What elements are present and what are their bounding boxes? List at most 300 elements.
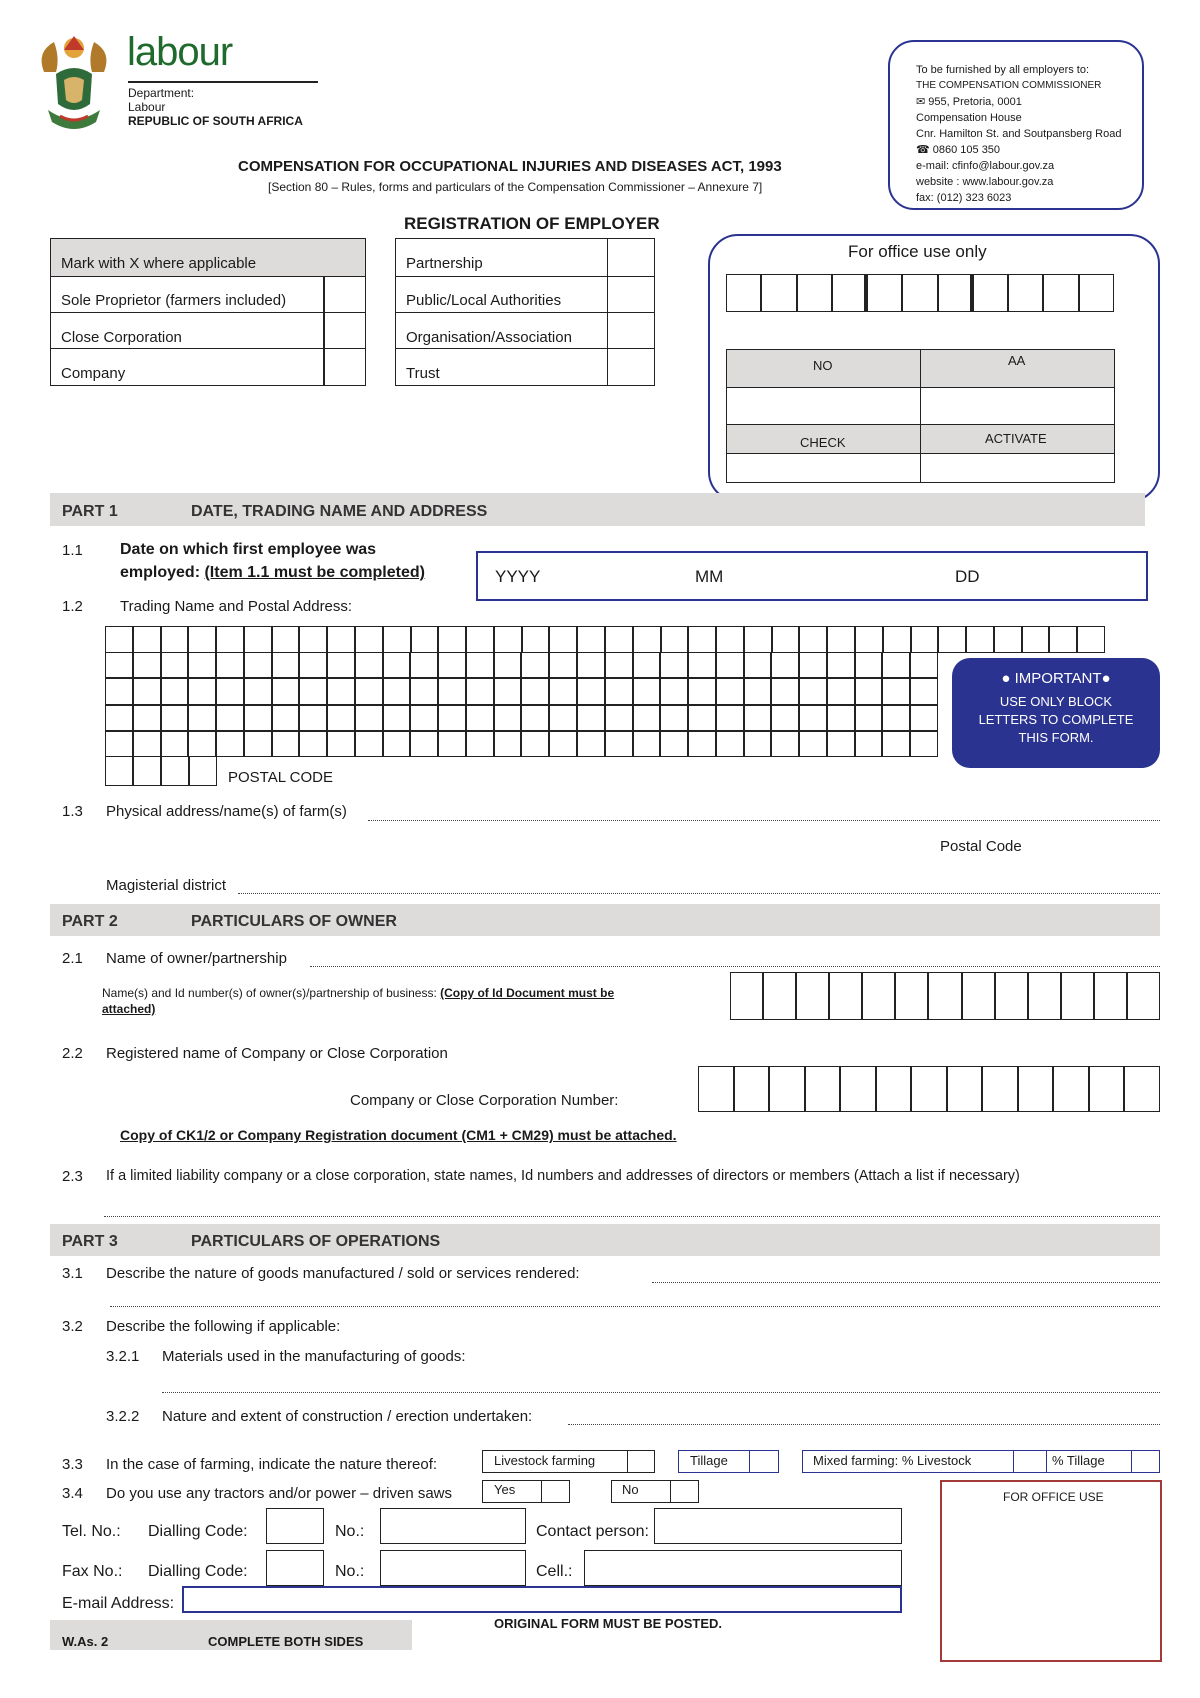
entity-label-organisation-association: Organisation/Association [406,329,572,346]
letter-cell[interactable] [133,678,161,704]
letter-cell[interactable] [716,678,744,704]
office-aa-label: AA [1008,353,1026,368]
entity-checkbox-trust[interactable] [607,348,655,386]
item-1-1-number: 1.1 [62,542,83,559]
letter-cell[interactable] [244,626,272,653]
letter-cell[interactable] [272,705,300,731]
date-yyyy-label: YYYY [495,567,541,586]
letter-cell[interactable] [549,705,577,731]
ref-cell[interactable] [832,274,867,312]
trading-name-grid-rows [105,652,938,757]
saws-no-label: No [622,1482,639,1497]
letter-cell[interactable] [744,678,772,704]
item-2-1-label: Name of owner/partnership [106,950,287,967]
office-no-field[interactable] [726,387,921,425]
letter-cell[interactable] [938,626,966,653]
letter-cell[interactable] [966,626,994,653]
letter-cell[interactable] [827,652,855,678]
letter-cell[interactable] [244,652,272,678]
entity-header-label: Mark with X where applicable [61,255,257,272]
letter-cell[interactable] [799,678,827,704]
letter-cell[interactable] [633,626,661,653]
letter-cell[interactable] [438,652,466,678]
postal-code-cell[interactable] [133,756,161,786]
letter-cell[interactable] [299,652,327,678]
complete-both-sides: COMPLETE BOTH SIDES [208,1634,364,1649]
letter-cell[interactable] [161,626,189,653]
letter-cell[interactable] [744,652,772,678]
letter-cell[interactable] [882,705,910,731]
letter-cell[interactable] [549,731,577,757]
tel-dialling-code-field[interactable] [266,1508,324,1544]
letter-cell[interactable] [605,705,633,731]
fax-dialling-code-label: Dialling Code: [148,1563,248,1580]
contact-person-label: Contact person: [536,1523,649,1540]
nature-of-goods-line-2[interactable] [110,1306,1160,1307]
mixed-tillage-pct-field[interactable] [1131,1450,1160,1473]
ref-cell[interactable] [1008,274,1043,312]
item-2-3-label: If a limited liability company or a close corporation, state names, Id numbers and addresses of directors or members (Attach a list if necessary) [106,1168,1020,1184]
letter-cell[interactable] [549,652,577,678]
letter-cell[interactable] [355,705,383,731]
cc-digit-cell[interactable] [1124,1066,1160,1112]
item-3-2-2-number: 3.2.2 [106,1408,140,1425]
letter-cell[interactable] [688,678,716,704]
furnish-line-2: ✉ 955, Pretoria, 0001 [916,96,1022,108]
mixed-livestock-pct-field[interactable] [1013,1450,1047,1473]
tel-no-label: No.: [335,1523,365,1540]
letter-cell[interactable] [244,731,272,757]
dept-line-3: REPUBLIC OF SOUTH AFRICA [128,114,303,128]
furnish-line-6: e-mail: cfinfo@labour.gov.za [916,160,1055,172]
letter-cell[interactable] [161,652,189,678]
furnish-line-4: Cnr. Hamilton St. and Soutpansberg Road [916,128,1122,140]
cc-digit-cell[interactable] [840,1066,876,1112]
id-digit-cell[interactable] [730,972,763,1020]
entity-checkbox-public-local-authorities[interactable] [607,276,655,313]
letter-cell[interactable] [605,678,633,704]
letter-cell[interactable] [855,652,883,678]
act-title: COMPENSATION FOR OCCUPATIONAL INJURIES AND DISEASES ACT, 1993 [238,158,782,175]
letter-cell[interactable] [633,652,661,678]
letter-cell[interactable] [188,652,216,678]
letter-cell[interactable] [299,705,327,731]
entity-label-trust: Trust [406,365,440,382]
postal-code-cell[interactable] [189,756,217,786]
letter-cell[interactable] [577,652,605,678]
letter-cell[interactable] [410,652,438,678]
letter-cell[interactable] [660,678,688,704]
letter-cell[interactable] [466,652,494,678]
cc-digit-cell[interactable] [911,1066,947,1112]
cc-digit-cell[interactable] [982,1066,1018,1112]
letter-cell[interactable] [910,705,938,731]
part2-number: PART 2 [62,913,118,930]
letter-cell[interactable] [688,652,716,678]
letter-cell[interactable] [855,626,883,653]
letter-cell[interactable] [327,705,355,731]
fax-dialling-code-field[interactable] [266,1550,324,1586]
letter-cell[interactable] [494,678,522,704]
letter-cell[interactable] [216,678,244,704]
date-mm-label: MM [695,567,724,586]
cc-digit-cell[interactable] [1089,1066,1125,1112]
date-dd-label: DD [955,567,980,586]
letter-cell[interactable] [771,652,799,678]
postal-code-cell[interactable] [161,756,189,786]
construction-line[interactable] [568,1424,1160,1425]
form-title: REGISTRATION OF EMPLOYER [404,214,660,233]
letter-cell[interactable] [910,652,938,678]
letter-cell[interactable] [882,731,910,757]
saws-no-checkbox[interactable] [670,1480,699,1503]
ref-cell[interactable] [726,274,761,312]
letter-cell[interactable] [549,626,577,653]
owner-name-line[interactable] [310,966,1160,967]
postal-code-cell[interactable] [105,756,133,786]
letter-cell[interactable] [133,731,161,757]
form-code: W.As. 2 [62,1634,109,1649]
letter-cell[interactable] [799,652,827,678]
letter-cell[interactable] [744,731,772,757]
letter-cell[interactable] [633,705,661,731]
mixed-farming-label: Mixed farming: % Livestock [813,1453,972,1468]
original-form-posted: ORIGINAL FORM MUST BE POSTED. [494,1616,722,1631]
item-1-1-must-complete: (Item 1.1 must be completed) [204,564,425,581]
letter-cell[interactable] [1022,626,1050,653]
letter-cell[interactable] [744,626,772,653]
letter-cell[interactable] [411,626,439,653]
entity-label-public-local-authorities: Public/Local Authorities [406,292,562,309]
ref-cell[interactable] [1079,274,1114,312]
important-text: USE ONLY BLOCK LETTERS TO COMPLETE THIS FORM. [978,694,1134,745]
letter-cell[interactable] [105,731,133,757]
letter-cell[interactable] [216,626,244,653]
directors-members-line[interactable] [104,1216,1160,1217]
office-check-field[interactable] [726,453,921,483]
id-digit-cell[interactable] [928,972,961,1020]
id-digit-cell[interactable] [1028,972,1061,1020]
entity-checkbox-company[interactable] [324,348,366,386]
id-digit-cell[interactable] [895,972,928,1020]
letter-cell[interactable] [494,705,522,731]
letter-cell[interactable] [244,705,272,731]
fax-number-field[interactable] [380,1550,526,1586]
letter-cell[interactable] [355,626,383,653]
id-digit-cell[interactable] [1094,972,1127,1020]
letter-cell[interactable] [1049,626,1077,653]
cc-digit-cell[interactable] [947,1066,983,1112]
letter-cell[interactable] [716,626,744,653]
act-subtitle: [Section 80 – Rules, forms and particulars of the Compensation Commissioner – Annexure 7] [268,180,763,194]
letter-cell[interactable] [355,731,383,757]
letter-cell[interactable] [522,626,550,653]
email-field[interactable] [182,1586,902,1613]
letter-cell[interactable] [438,705,466,731]
letter-cell[interactable] [771,731,799,757]
id-digit-cell[interactable] [962,972,995,1020]
letter-cell[interactable] [438,731,466,757]
entity-checkbox-close-corporation[interactable] [324,312,366,349]
letter-cell[interactable] [521,705,549,731]
id-digit-cell[interactable] [995,972,1028,1020]
item-1-3-number: 1.3 [62,803,83,820]
item-3-1-label: Describe the nature of goods manufactured / sold or services rendered: [106,1265,580,1282]
id-digit-cell[interactable] [763,972,796,1020]
letter-cell[interactable] [161,731,189,757]
letter-cell[interactable] [383,626,411,653]
id-digit-cell[interactable] [1127,972,1160,1020]
letter-cell[interactable] [299,678,327,704]
brand-wordmark: labour [127,30,233,74]
materials-line[interactable] [162,1392,1160,1393]
tillage-label: Tillage [690,1453,728,1468]
owner-id-attached-note: attached) [102,1002,156,1016]
letter-cell[interactable] [216,731,244,757]
letter-cell[interactable] [633,731,661,757]
letter-cell[interactable] [299,626,327,653]
letter-cell[interactable] [772,626,800,653]
letter-cell[interactable] [272,678,300,704]
item-2-2-label: Registered name of Company or Close Corporation [106,1045,448,1062]
letter-cell[interactable] [244,678,272,704]
owner-id-number-boxes [730,972,1160,1020]
cc-digit-cell[interactable] [1018,1066,1054,1112]
item-3-2-2-label: Nature and extent of construction / erection undertaken: [162,1408,533,1425]
letter-cell[interactable] [133,705,161,731]
letter-cell[interactable] [660,731,688,757]
letter-cell[interactable] [188,705,216,731]
id-digit-cell[interactable] [796,972,829,1020]
brand-rule [128,81,318,83]
letter-cell[interactable] [827,705,855,731]
livestock-farming-checkbox[interactable] [627,1450,655,1473]
letter-cell[interactable] [827,626,855,653]
letter-cell[interactable] [716,652,744,678]
letter-cell[interactable] [105,678,133,704]
owner-id-copy-note: (Copy of Id Document must be [440,986,615,1000]
letter-cell[interactable] [188,626,216,653]
ref-cell[interactable] [973,274,1008,312]
letter-cell[interactable] [383,705,411,731]
letter-cell[interactable] [410,731,438,757]
letter-cell[interactable] [855,705,883,731]
letter-cell[interactable] [883,626,911,653]
letter-cell[interactable] [327,731,355,757]
letter-cell[interactable] [133,652,161,678]
letter-cell[interactable] [688,705,716,731]
cc-digit-cell[interactable] [734,1066,770,1112]
id-digit-cell[interactable] [829,972,862,1020]
cc-digit-cell[interactable] [805,1066,841,1112]
entity-checkbox-sole-proprietor[interactable] [324,276,366,313]
letter-cell[interactable] [577,626,605,653]
letter-cell[interactable] [688,626,716,653]
letter-cell[interactable] [327,626,355,653]
nature-of-goods-line-1[interactable] [652,1282,1160,1283]
tel-dialling-code-label: Dialling Code: [148,1523,248,1540]
letter-cell[interactable] [605,731,633,757]
letter-cell[interactable] [355,652,383,678]
item-3-2-1-number: 3.2.1 [106,1348,140,1365]
letter-cell[interactable] [216,705,244,731]
item-1-1-label-line1: Date on which first employee was [120,541,377,558]
part2-title: PARTICULARS OF OWNER [191,913,397,930]
saws-yes-checkbox[interactable] [541,1480,570,1503]
letter-cell[interactable] [882,678,910,704]
ref-cell[interactable] [797,274,832,312]
entity-checkbox-partnership[interactable] [607,238,655,277]
letter-cell[interactable] [605,652,633,678]
item-2-1-number: 2.1 [62,950,83,967]
trading-name-grid-row1 [105,626,1105,653]
item-2-2-number: 2.2 [62,1045,83,1062]
ref-cell[interactable] [761,274,796,312]
cell-label: Cell.: [536,1563,573,1580]
letter-cell[interactable] [466,731,494,757]
letter-cell[interactable] [744,705,772,731]
letter-cell[interactable] [272,731,300,757]
letter-cell[interactable] [383,678,411,704]
letter-cell[interactable] [438,626,466,653]
letter-cell[interactable] [383,731,411,757]
entity-checkbox-organisation-association[interactable] [607,312,655,349]
letter-cell[interactable] [299,731,327,757]
letter-cell[interactable] [633,678,661,704]
letter-cell[interactable] [882,652,910,678]
letter-cell[interactable] [521,652,549,678]
furnish-line-1: THE COMPENSATION COMMISSIONER [916,80,1102,91]
letter-cell[interactable] [827,678,855,704]
coat-of-arms-icon [34,32,114,138]
letter-cell[interactable] [161,705,189,731]
letter-cell[interactable] [577,705,605,731]
letter-cell[interactable] [355,678,383,704]
letter-cell[interactable] [410,678,438,704]
letter-cell[interactable] [383,652,411,678]
office-no-label: NO [813,358,833,373]
id-digit-cell[interactable] [1061,972,1094,1020]
fax-label: Fax No.: [62,1563,123,1580]
letter-cell[interactable] [799,705,827,731]
letter-cell[interactable] [105,626,133,653]
cc-digit-cell[interactable] [1053,1066,1089,1112]
letter-cell[interactable] [910,678,938,704]
letter-cell[interactable] [549,678,577,704]
letter-cell[interactable] [771,705,799,731]
magisterial-district-line[interactable] [238,893,1160,894]
letter-cell[interactable] [661,626,689,653]
letter-cell[interactable] [494,731,522,757]
letter-cell[interactable] [521,731,549,757]
part1-number: PART 1 [62,503,118,520]
item-3-4-number: 3.4 [62,1485,83,1502]
letter-cell[interactable] [577,731,605,757]
part3-number: PART 3 [62,1233,118,1250]
item-3-3-label: In the case of farming, indicate the nature thereof: [106,1456,438,1473]
letter-cell[interactable] [855,731,883,757]
letter-cell[interactable] [1077,626,1105,653]
for-office-use-label: FOR OFFICE USE [1003,1490,1104,1504]
letter-cell[interactable] [799,626,827,653]
ref-cell[interactable] [902,274,937,312]
letter-cell[interactable] [327,678,355,704]
item-1-2-label: Trading Name and Postal Address: [120,598,353,615]
tel-label: Tel. No.: [62,1523,121,1540]
letter-cell[interactable] [494,652,522,678]
letter-cell[interactable] [188,731,216,757]
item-3-4-label: Do you use any tractors and/or power – driven saws [106,1485,453,1502]
letter-cell[interactable] [216,652,244,678]
item-1-1-label-line2 [120,564,425,582]
ref-cell[interactable] [938,274,973,312]
letter-cell[interactable] [521,678,549,704]
part1-title: DATE, TRADING NAME AND ADDRESS [191,503,488,520]
letter-cell[interactable] [466,678,494,704]
letter-cell[interactable] [272,652,300,678]
letter-cell[interactable] [688,731,716,757]
cc-digit-cell[interactable] [769,1066,805,1112]
id-digit-cell[interactable] [862,972,895,1020]
ref-cell[interactable] [867,274,902,312]
letter-cell[interactable] [827,731,855,757]
letter-cell[interactable] [410,705,438,731]
tel-number-field[interactable] [380,1508,526,1544]
contact-person-field[interactable] [654,1508,902,1544]
letter-cell[interactable] [105,652,133,678]
office-activate-field[interactable] [920,453,1115,483]
furnish-line-7: website : www.labour.gov.za [916,176,1054,188]
letter-cell[interactable] [327,652,355,678]
letter-cell[interactable] [771,678,799,704]
cc-digit-cell[interactable] [698,1066,734,1112]
cell-number-field[interactable] [584,1550,902,1586]
letter-cell[interactable] [911,626,939,653]
letter-cell[interactable] [660,652,688,678]
letter-cell[interactable] [577,678,605,704]
letter-cell[interactable] [855,678,883,704]
letter-cell[interactable] [133,626,161,653]
first-employee-date-field[interactable] [476,551,1148,601]
cc-digit-cell[interactable] [876,1066,912,1112]
letter-cell[interactable] [466,626,494,653]
item-3-2-label: Describe the following if applicable: [106,1318,341,1335]
office-check-label: CHECK [800,435,846,450]
tillage-checkbox[interactable] [749,1450,779,1473]
letter-cell[interactable] [910,731,938,757]
item-3-1-number: 3.1 [62,1265,83,1282]
letter-cell[interactable] [605,626,633,653]
letter-cell[interactable] [161,678,189,704]
letter-cell[interactable] [105,705,133,731]
office-aa-field[interactable] [920,387,1115,425]
letter-cell[interactable] [994,626,1022,653]
letter-cell[interactable] [716,731,744,757]
item-3-2-1-label: Materials used in the manufacturing of goods: [162,1348,466,1365]
letter-cell[interactable] [660,705,688,731]
ref-cell[interactable] [1043,274,1078,312]
letter-cell[interactable] [438,678,466,704]
letter-cell[interactable] [716,705,744,731]
letter-cell[interactable] [188,678,216,704]
item-1-3-label: Physical address/name(s) of farm(s) [106,803,347,820]
letter-cell[interactable] [494,626,522,653]
letter-cell[interactable] [272,626,300,653]
physical-address-line[interactable] [368,820,1160,821]
letter-cell[interactable] [466,705,494,731]
letter-cell[interactable] [799,731,827,757]
furnish-line-3: Compensation House [916,112,1022,124]
